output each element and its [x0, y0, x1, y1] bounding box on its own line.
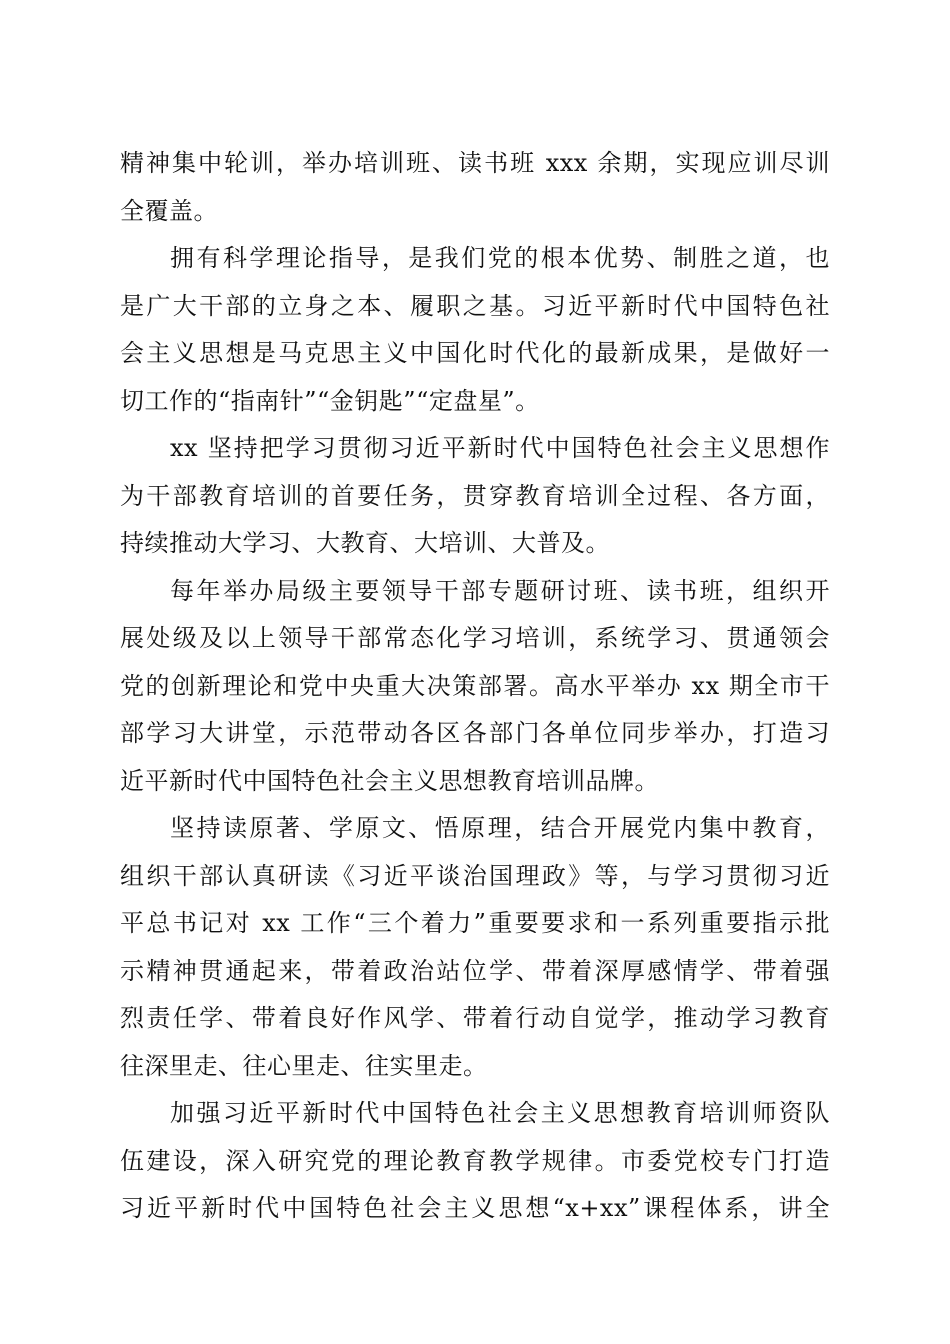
text-line: 平总书记对 xx 工作“三个着力”重要要求和一系列重要指示批	[120, 909, 830, 937]
text-line: 部学习大讲堂，示范带动各区各部门各单位同步举办，打造习	[120, 719, 830, 747]
paragraph-first-line: 加强习近平新时代中国特色社会主义思想教育培训师资队	[170, 1099, 830, 1127]
text-line: 往深里走、往心里走、往实里走。	[120, 1051, 488, 1080]
text-line: 党的创新理论和党中央重大决策部署。高水平举办 xx 期全市干	[120, 671, 830, 700]
text-line: 伍建设，深入研究党的理论教育教学规律。市委党校专门打造	[120, 1146, 830, 1175]
text-line: 是广大干部的立身之本、履职之基。习近平新时代中国特色社	[120, 291, 830, 320]
document-page	[120, 140, 830, 1233]
text-line: 全覆盖。	[120, 196, 218, 225]
text-line: 近平新时代中国特色社会主义思想教育培训品牌。	[120, 766, 659, 795]
text-line: 持续推动大学习、大教育、大培训、大普及。	[120, 529, 610, 557]
text-line: 精神集中轮训，举办培训班、读书班 xxx 余期，实现应训尽训	[120, 149, 830, 177]
text-line: 示精神贯通起来，带着政治站位学、带着深厚感情学、带着强	[120, 956, 830, 985]
text-line: 习近平新时代中国特色社会主义思想“x+xx”课程体系，讲全	[120, 1194, 830, 1222]
paragraph-first-line: 每年举办局级主要领导干部专题研讨班、读书班，组织开	[170, 576, 830, 605]
text-line: 组织干部认真研读《习近平谈治国理政》等，与学习贯彻习近	[120, 861, 830, 890]
paragraph-first-line: 拥有科学理论指导，是我们党的根本优势、制胜之道，也	[170, 244, 830, 272]
text-line: 切工作的“指南针”“金钥匙”“定盘星”。	[120, 386, 540, 415]
text-line: 烈责任学、带着良好作风学、带着行动自觉学，推动学习教育	[120, 1004, 830, 1032]
text-line: 会主义思想是马克思主义中国化时代化的最新成果，是做好一	[120, 339, 830, 367]
text-line: 展处级及以上领导干部常态化学习培训，系统学习、贯通领会	[120, 624, 830, 652]
paragraph-first-line: xx 坚持把学习贯彻习近平新时代中国特色社会主义思想作	[170, 434, 830, 462]
paragraph-first-line: 坚持读原著、学原文、悟原理，结合开展党内集中教育，	[170, 814, 830, 842]
text-line: 为干部教育培训的首要任务，贯穿教育培训全过程、各方面，	[120, 481, 830, 510]
